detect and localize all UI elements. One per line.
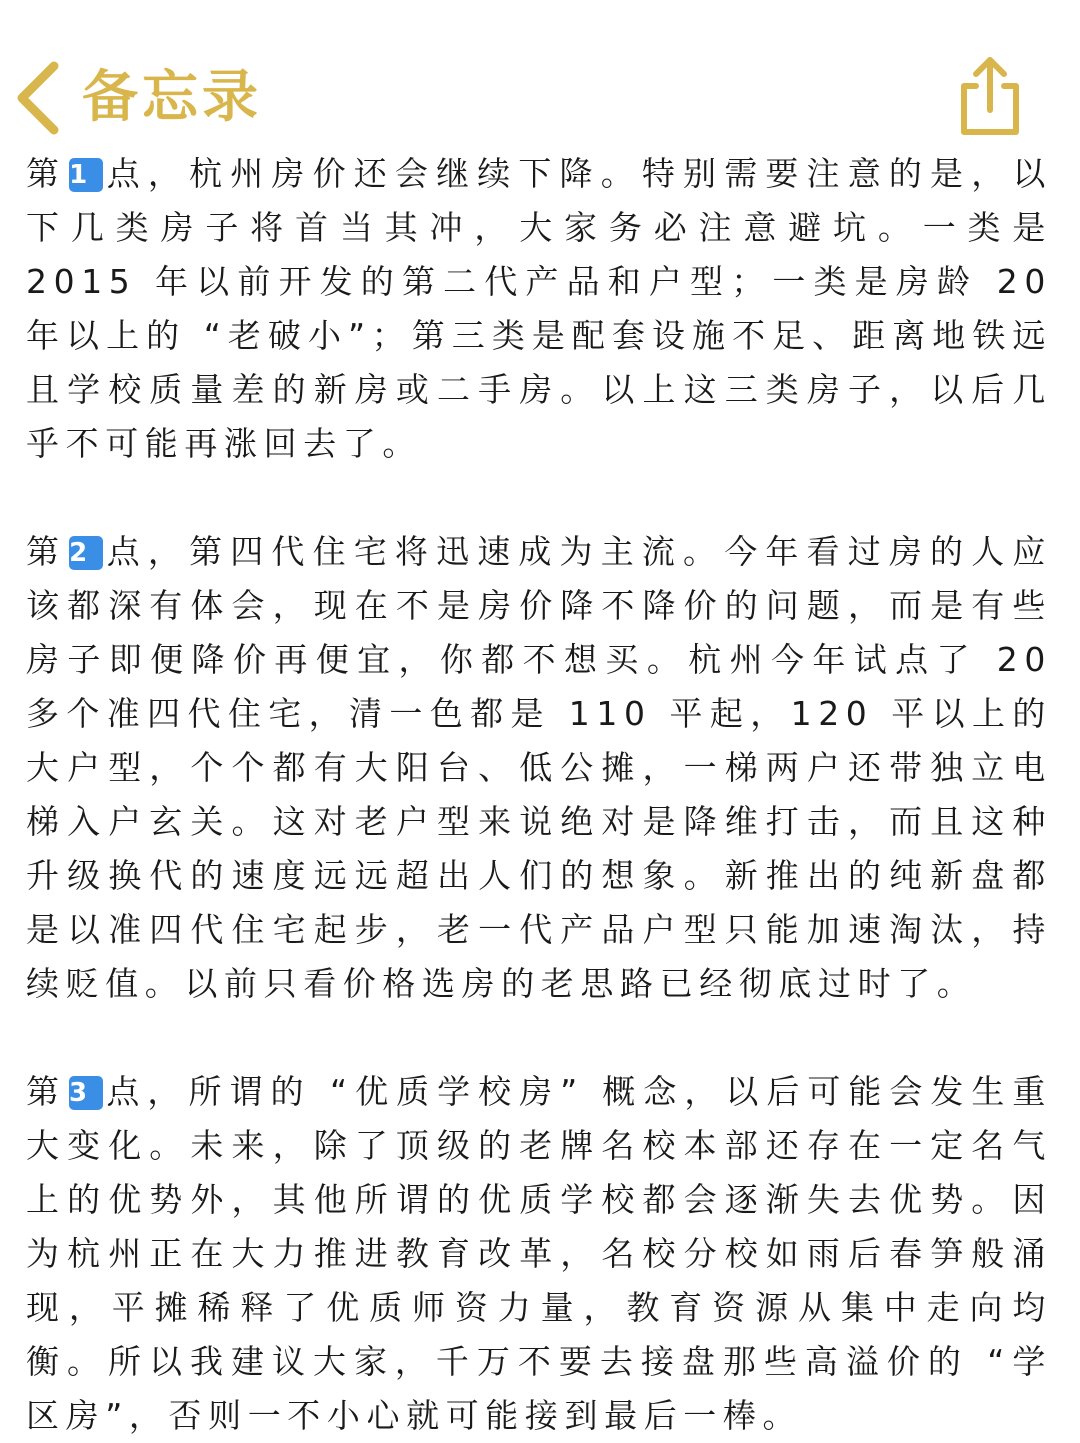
paragraph-text: 点，第四代住宅将迅速成为主流。今年看过房的人应该都深有体会，现在不是房价降不降价的问题，而是有些房子即便降价再便宜，你都不想买。杭州今年试点了 20 多个准四代住宅，清一色都是 110 平起，120 平以上的大户型，个个都有大阳台、低公摊，一梯两户还带独立电梯入户玄关。这对老户型来说绝对是降维打击，而且这种升级换代的速度远远超出人们的想象。新推出的纯新盘都是以准四代住宅起步，老一代产品户型只能加速淘汰，持续贬值。以前只看价格选房的老思路已经彻底过时了。 <box>26 532 1052 1003</box>
note-body[interactable] <box>26 147 1052 1443</box>
back-button[interactable] <box>14 60 262 136</box>
page-title: 备忘录 <box>82 65 262 130</box>
number-1-badge: 1 <box>69 158 103 192</box>
number-3-badge: 3 <box>69 1076 103 1110</box>
paragraph-text: 点，所谓的 “优质学校房” 概念，以后可能会发生重大变化。未来，除了顶级的老牌名校本部还存在一定名气上的优势外，其他所谓的优质学校都会逐渐失去优势。因为杭州正在大力推进教育改革，名校分校如雨后春笋般涌现，平摊稀释了优质师资力量，教育资源从集中走向均衡。所以我建议大家，千万不要去接盘那些高溢价的 “学区房”，否则一不小心就可能接到最后一棒。 <box>26 1072 1052 1435</box>
share-button[interactable] <box>950 52 1030 140</box>
navigation-bar <box>0 52 1080 148</box>
note-paragraph-2 <box>26 525 1052 1011</box>
paragraph-text: 点，杭州房价还会继续下降。特别需要注意的是，以下几类房子将首当其冲，大家务必注意避坑。一类是 2015 年以前开发的第二代产品和户型；一类是房龄 20 年以上的 “老破小”；第三类是配套设施不足、距离地铁远且学校质量差的新房或二手房。以上这三类房子，以后几乎不可能再涨回去了。 <box>26 154 1052 463</box>
paragraph-prefix: 第 <box>26 1072 68 1111</box>
paragraph-prefix: 第 <box>26 532 68 571</box>
paragraph-prefix: 第 <box>26 154 68 193</box>
share-icon <box>950 52 1030 140</box>
note-paragraph-3 <box>26 1065 1052 1443</box>
number-2-badge: 2 <box>69 536 103 570</box>
note-paragraph-1 <box>26 147 1052 471</box>
chevron-left-icon <box>14 60 62 136</box>
